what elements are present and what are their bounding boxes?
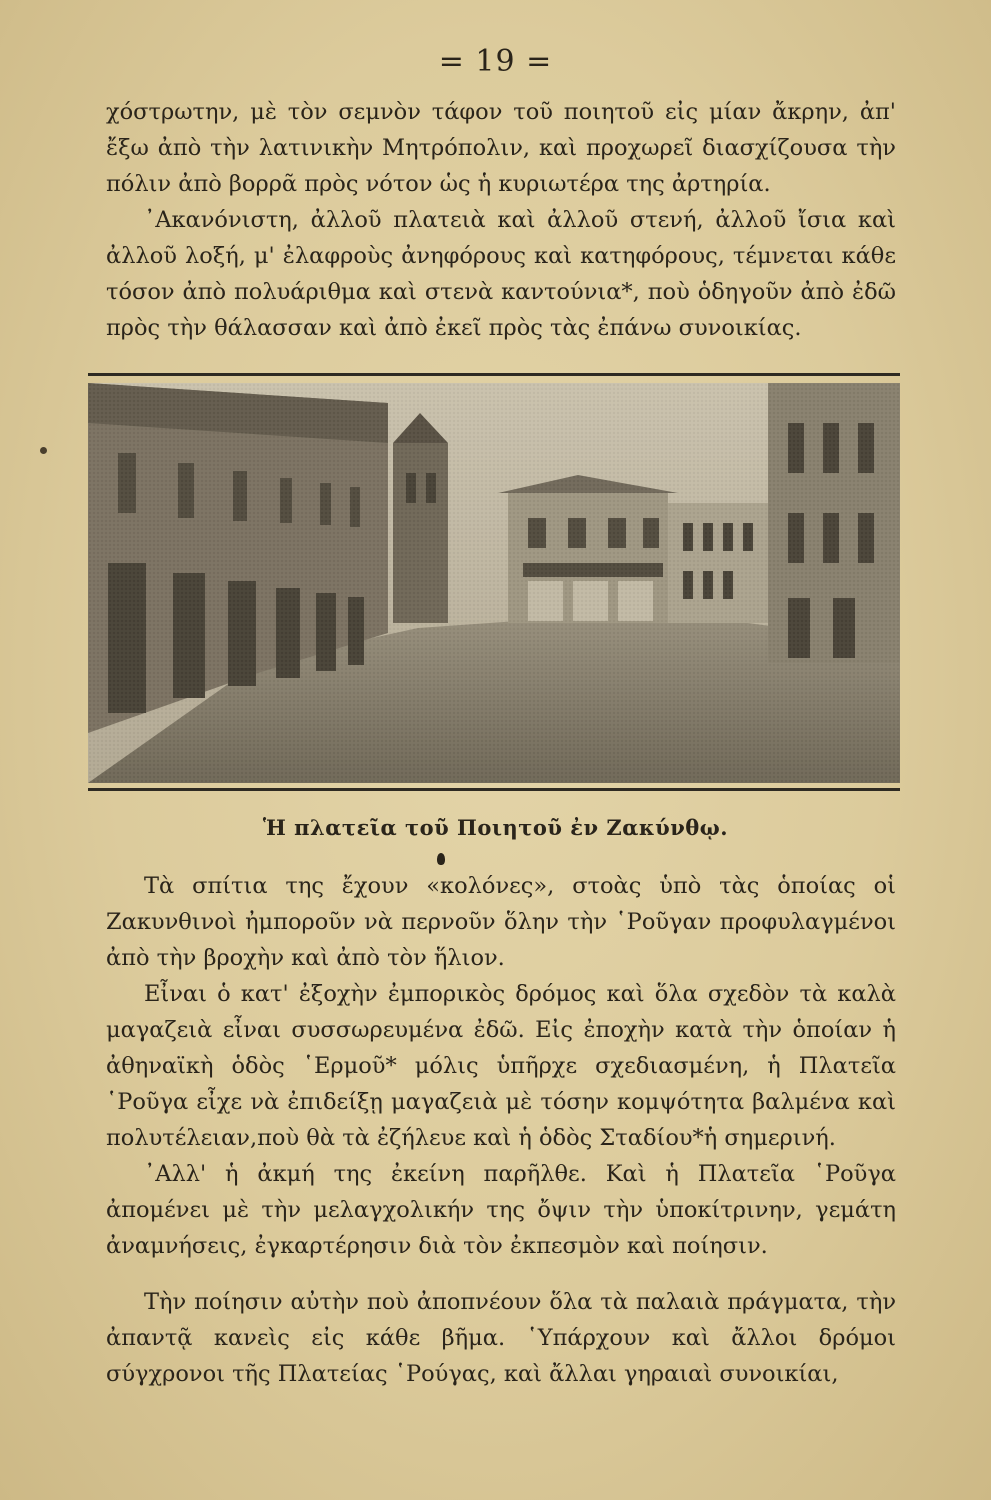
ink-blot — [437, 853, 445, 865]
paragraph: Εἶναι ὁ κατ' ἐξοχὴν ἐμπορικὸς δρόμος καὶ ὅλα σχεδὸν τὰ καλὰ μαγαζειὰ εἶναι συσσωρευμένα ἐδῶ. Εἰς ἐποχὴν κατὰ τὴν ὁποίαν ἡ ἀθηναϊκὴ ὁδὸς ῾Ερμοῦ* μόλις ὑπῆρχε σχεδιασμένη, ἡ Πλατεῖα ῾Ροῦγα εἶχε νὰ ἐπιδείξῃ μαγαζειὰ μὲ τόσην κομψότητα βαλμένα καὶ πολυτέλειαν,ποὺ θὰ τὰ ἐζήλευε καὶ ἡ ὁδὸς Σταδίου*ἡ σημερινή. — [106, 981, 896, 1151]
text-block-bottom — [106, 1284, 896, 1392]
paragraph: Τὰ σπίτια της ἔχουν «κολόνες», στοὰς ὑπὸ τὰς ὁποίας οἱ Ζακυνθινοὶ ἠμποροῦν νὰ περνοῦν ὅλην τὴν ῾Ροῦγαν προφυλαγμένοι ἀπὸ τὴν βροχὴν καὶ ἀπὸ τὸν ἥλιον. — [106, 873, 896, 971]
margin-dot — [40, 447, 47, 454]
paragraph: Τὴν ποίησιν αὐτὴν ποὺ ἀποπνέουν ὅλα τὰ παλαιὰ πράγματα, τὴν ἀπαντᾷ κανεὶς εἰς κάθε βῆμα. ῾Υπάρχουν καὶ ἄλλοι δρόμοι σύγχρονοι τῆς Πλατείας ῾Ρούγας, καὶ ἄλλαι γηραιαὶ συνοικίαι, — [106, 1289, 896, 1387]
photo-plate — [88, 373, 900, 791]
text-block-middle — [106, 868, 896, 1264]
paragraph: ᾿Αλλ' ἡ ἀκμή της ἐκείνη παρῆλθε. Καὶ ἡ Πλατεῖα ῾Ροῦγα ἀπομένει μὲ τὴν μελαγχολικήν της ὄψιν τὴν ὑποκίτρινην, γεμάτη ἀναμνήσεις, ἐγκαρτέρησιν διὰ τὸν ἐκπεσμὸν καὶ ποίησιν. — [106, 1161, 896, 1259]
street-photo — [88, 383, 900, 783]
plate-bottom-rule — [88, 788, 900, 791]
paragraph: ᾿Ακανόνιστη, ἀλλοῦ πλατειὰ καὶ ἀλλοῦ στενή, ἀλλοῦ ἴσια καὶ ἀλλοῦ λοξή, μ' ἐλαφροὺς ἀνηφόρους καὶ κατηφόρους, τέμνεται κάθε τόσον ἀπὸ πολυάριθμα καὶ στενὰ καντούνια*, ποὺ ὁδηγοῦν ἀπὸ ἐδῶ πρὸς τὴν θάλασσαν καὶ ἀπὸ ἐκεῖ πρὸς τὰς ἐπάνω συνοικίας. — [106, 207, 896, 341]
page-number: = 19 = — [438, 44, 553, 79]
plate-top-rule — [88, 373, 900, 376]
figure-caption: Ἡ πλατεῖα τοῦ Ποιητοῦ ἐν Ζακύνθῳ. — [262, 815, 729, 840]
text-block-top — [106, 94, 896, 346]
paragraph: χόστρωτην, μὲ τὸν σεμνὸν τάφον τοῦ ποιητοῦ εἰς μίαν ἄκρην, ἀπ' ἔξω ἀπὸ τὴν λατινικὴν Μητρόπολιν, καὶ προχωρεῖ διασχίζουσα τὴν πόλιν ἀπὸ βορρᾶ πρὸς νότον ὡς ἡ κυριωτέρα της ἀρτηρία. — [106, 99, 896, 197]
